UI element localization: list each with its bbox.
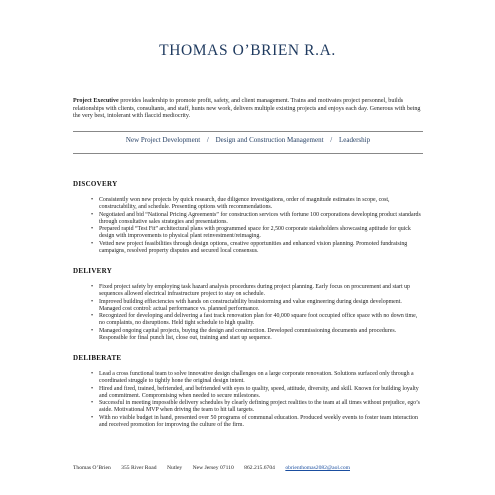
list-item [73, 299, 423, 314]
list-item [73, 400, 423, 415]
list-item [73, 313, 423, 328]
section-heading: DELIVERY [73, 267, 113, 275]
focus-area-2: Design and Construction Management [215, 136, 324, 144]
list-item-text: With no visible budget in hand, presented over 50 programs of communal education. Produced weekly events to foster team interaction and received promotion for improving the culture of the firm. [99, 414, 418, 429]
section-delivery [73, 267, 423, 342]
section-heading: DISCOVERY [73, 180, 118, 188]
bullet-icon: • [91, 298, 94, 305]
bullet-icon: • [91, 327, 94, 334]
bullet-icon: • [91, 284, 94, 290]
section-heading: DELIBERATE [73, 354, 122, 362]
email-link[interactable]: obrienthomas2082@aol.com [285, 465, 350, 471]
list-item [73, 241, 423, 256]
footer-phone: 862.215.6704 [244, 465, 275, 471]
list-item [73, 415, 423, 430]
bullet-list [73, 284, 423, 342]
bullet-icon: • [91, 313, 94, 320]
list-item-text: Improved building effieciencies with hands on constructability brainstorming and value engineering during design development. Managed cost control: actual performance vs. planned performance. [99, 298, 402, 312]
footer-state-zip: New Jersey 07110 [192, 465, 234, 471]
bullet-list [73, 197, 423, 255]
section-deliberate [73, 354, 423, 429]
list-item-text: Successful in meeting impossible delivery schedules by clearly defining project realities to the team at all times without prejudice, ego’s aside. Motivational MVP when driving the team to hit tall targets. [99, 400, 420, 414]
bullet-icon: • [91, 240, 94, 247]
list-item-text: Hired and fired, trained, befriended, and befriended with eyes to quality, speed, attitude, diversity, and skill. Known for building loyalty and commitment. Compromising when needed to secure milestones. [99, 385, 419, 399]
section-discovery [73, 180, 423, 255]
focus-area-1: New Project Development [125, 136, 201, 144]
divider-top [73, 131, 423, 132]
summary-title: Project Executive [73, 98, 119, 104]
list-item [73, 386, 423, 401]
bullet-icon: • [91, 197, 94, 203]
list-item-text: Managed ongoing capital projects, buying the design and construction. Developed commissioning documents and procedures. Responsible for final punch list, close out, training and start up sequence. [99, 327, 397, 342]
bullet-list [73, 371, 423, 429]
list-item [73, 197, 423, 212]
professional-summary [73, 98, 423, 121]
contact-footer [73, 465, 433, 471]
divider-bottom [73, 153, 423, 154]
summary-text: provides leadership to promote profit, safety, and client management. Trains and motivates project personnel, builds relationships with clients, consultants, and staff, hunts new work, delivers multiple existing projects and enjoys each day. Generous with being the very best, intolerant with flaccid mediocrity. [73, 98, 421, 119]
footer-city: Nutley [167, 465, 183, 471]
bullet-icon: • [91, 414, 94, 421]
list-item [73, 284, 423, 299]
focus-areas [73, 136, 423, 144]
list-item [73, 226, 423, 241]
focus-separator: / [330, 136, 333, 144]
bullet-icon: • [91, 226, 94, 233]
resume-name: THOMAS O’BRIEN R.A. [159, 42, 336, 59]
list-item-text: Consistently won new projects by quick research, due diligence investigations, order of magnitude estimates in scope, cost, constructability, and schedule. Presenting options with recommendations. [99, 197, 390, 211]
focus-area-3: Leadership [338, 136, 371, 144]
focus-separator: / [206, 136, 209, 144]
footer-name: Thomas O’Brien [73, 465, 111, 471]
bullet-icon: • [91, 385, 94, 392]
bullet-icon: • [91, 211, 94, 218]
bullet-icon: • [91, 371, 94, 377]
list-item-text: Lead a cross functional team to solve innovative design challenges on a large corporate renovation. Solutions surfaced only through a coordinated struggle to tightly hone the original design intent. [99, 371, 414, 385]
list-item-text: Vetted new project feasibilities through design options, creative opportunities and enhanced vision planning. Promoted fundraising campaigns, resolved property disputes and secured local consensus. [99, 240, 408, 255]
list-item [73, 212, 423, 227]
list-item-text: Fixed project safety by employing task hazard analysis procedures during project planning. Early focus on procurement and start up sequences allowed electrical infrastructure project to stay on schedule. [99, 284, 410, 298]
list-item-text: Negotiated and bid “National Pricing Agreements” for construction services with fortune 100 corporations developing product standards through consultative sales strategies and presentations. [99, 211, 421, 225]
list-item-text: Prepared rapid “Test Fit” architectural plans with programmed space for 2,500 corporate stakeholders showcasing aptitude for quick design with improvements to physical plant reinvestment/reimaging. [99, 226, 411, 240]
list-item [73, 371, 423, 386]
list-item-text: Recognized for developing and delivering a fast track renovation plan for 40,000 square foot occupied office space with no down time, no complaints, no disruptions. Held tight schedule to high quality. [99, 313, 418, 327]
footer-street: 355 River Road [121, 465, 157, 471]
bullet-icon: • [91, 400, 94, 407]
list-item [73, 328, 423, 343]
